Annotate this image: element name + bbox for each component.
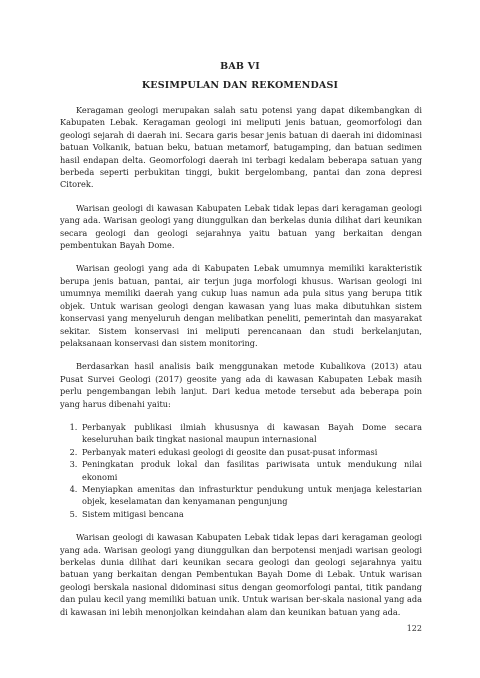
recommendation-list	[60, 421, 422, 520]
paragraph: Berdasarkan hasil analisis baik menggunakan metode Kubalikova (2013) atau Pusat Survei Geologi (2017) geosite yang ada di kawasan Kabupaten Lebak masih perlu pengembangan lebih lanjut. Dari kedua metode tersebut ada beberapa poin yang harus dibenahi yaitu:	[60, 361, 422, 409]
paragraph: Keragaman geologi merupakan salah satu potensi yang dapat dikembangkan di Kabupaten Lebak. Keragaman geologi ini meliputi jenis batuan, geomorfologi dan geologi sejarah di daerah ini. Secara garis besar jenis batuan di daerah ini didominasi batuan Volkanik, batuan beku, batuan metamorf, batugamping, dan batuan sedimen hasil endapan delta. Geomorfologi daerah ini terbagi kedalam beberapa satuan yang berbeda seperti perbukitan tinggi, bukit bergelombang, pantai dan zona depresi Citorek.	[60, 105, 422, 190]
chapter-body	[60, 104, 422, 629]
closing-paragraph: Warisan geologi di kawasan Kabupaten Lebak tidak lepas dari keragaman geologi yang ada. Warisan geologi yang diunggulkan dan berpotensi menjadi warisan geologi berkelas dunia dilihat dari keunikan secara geologi dan geologi sejarahnya yaitu batuan yang berkaitan dengan Pembentukan Bayah Dome di Lebak. Untuk warisan geologi berskala nasional didominasi situs dengan geomorfologi pantai, titik pandang dan pulau kecil yang memiliki batuan unik. Untuk warisan ber-skala nasional yang ada di kawasan ini lebih menonjolkan keindahan alam dan keunikan batuan yang ada.	[60, 532, 422, 617]
paragraph: Warisan geologi di kawasan Kabupaten Lebak tidak lepas dari keragaman geologi yang ada. Warisan geologi yang diunggulkan dan berkelas dunia dilihat dari keunikan secara geologi dan geologi sejarahnya yaitu batuan yang berkaitan dengan pembentukan Bayah Dome.	[60, 202, 422, 251]
list-item: 3. Peningkatan produk lokal dan fasilitas pariwisata untuk mendukung nilai ekonomi	[80, 458, 422, 483]
chapter-title: KESIMPULAN DAN REKOMENDASI	[141, 80, 339, 91]
chapter-number: BAB VI	[220, 61, 260, 72]
page-number: 122	[406, 624, 422, 633]
list-item: 1. Perbanyak publikasi ilmiah khususnya di kawasan Bayah Dome secara keseluruhan baik tingkat nasional maupun internasional	[80, 421, 422, 446]
list-item: 5. Sistem mitigasi bencana	[80, 508, 422, 520]
paragraph: Warisan geologi yang ada di Kabupaten Lebak umumnya memiliki karakteristik berupa jenis batuan, pantai, air terjun juga morfologi khusus. Warisan geologi ini umumnya memiliki daerah yang cukup luas namun ada pula situs yang berupa titik objek. Untuk warisan geologi dengan kawasan yang luas maka dibutuhkan sistem konservasi yang menyeluruh dengan melibatkan peneliti, pemerintah dan masyarakat sekitar. Sistem konservasi ini meliputi perencanaan dan studi berkelanjutan, pelaksanaan konservasi dan sistem monitoring.	[60, 263, 422, 348]
list-item: 4. Menyiapkan amenitas dan infrasturktur pendukung untuk menjaga kelestarian objek, keselamatan dan kenyamanan pengunjung	[80, 483, 422, 508]
list-item: 2. Perbanyak materi edukasi geologi di geosite dan pusat-pusat informasi	[80, 446, 422, 458]
